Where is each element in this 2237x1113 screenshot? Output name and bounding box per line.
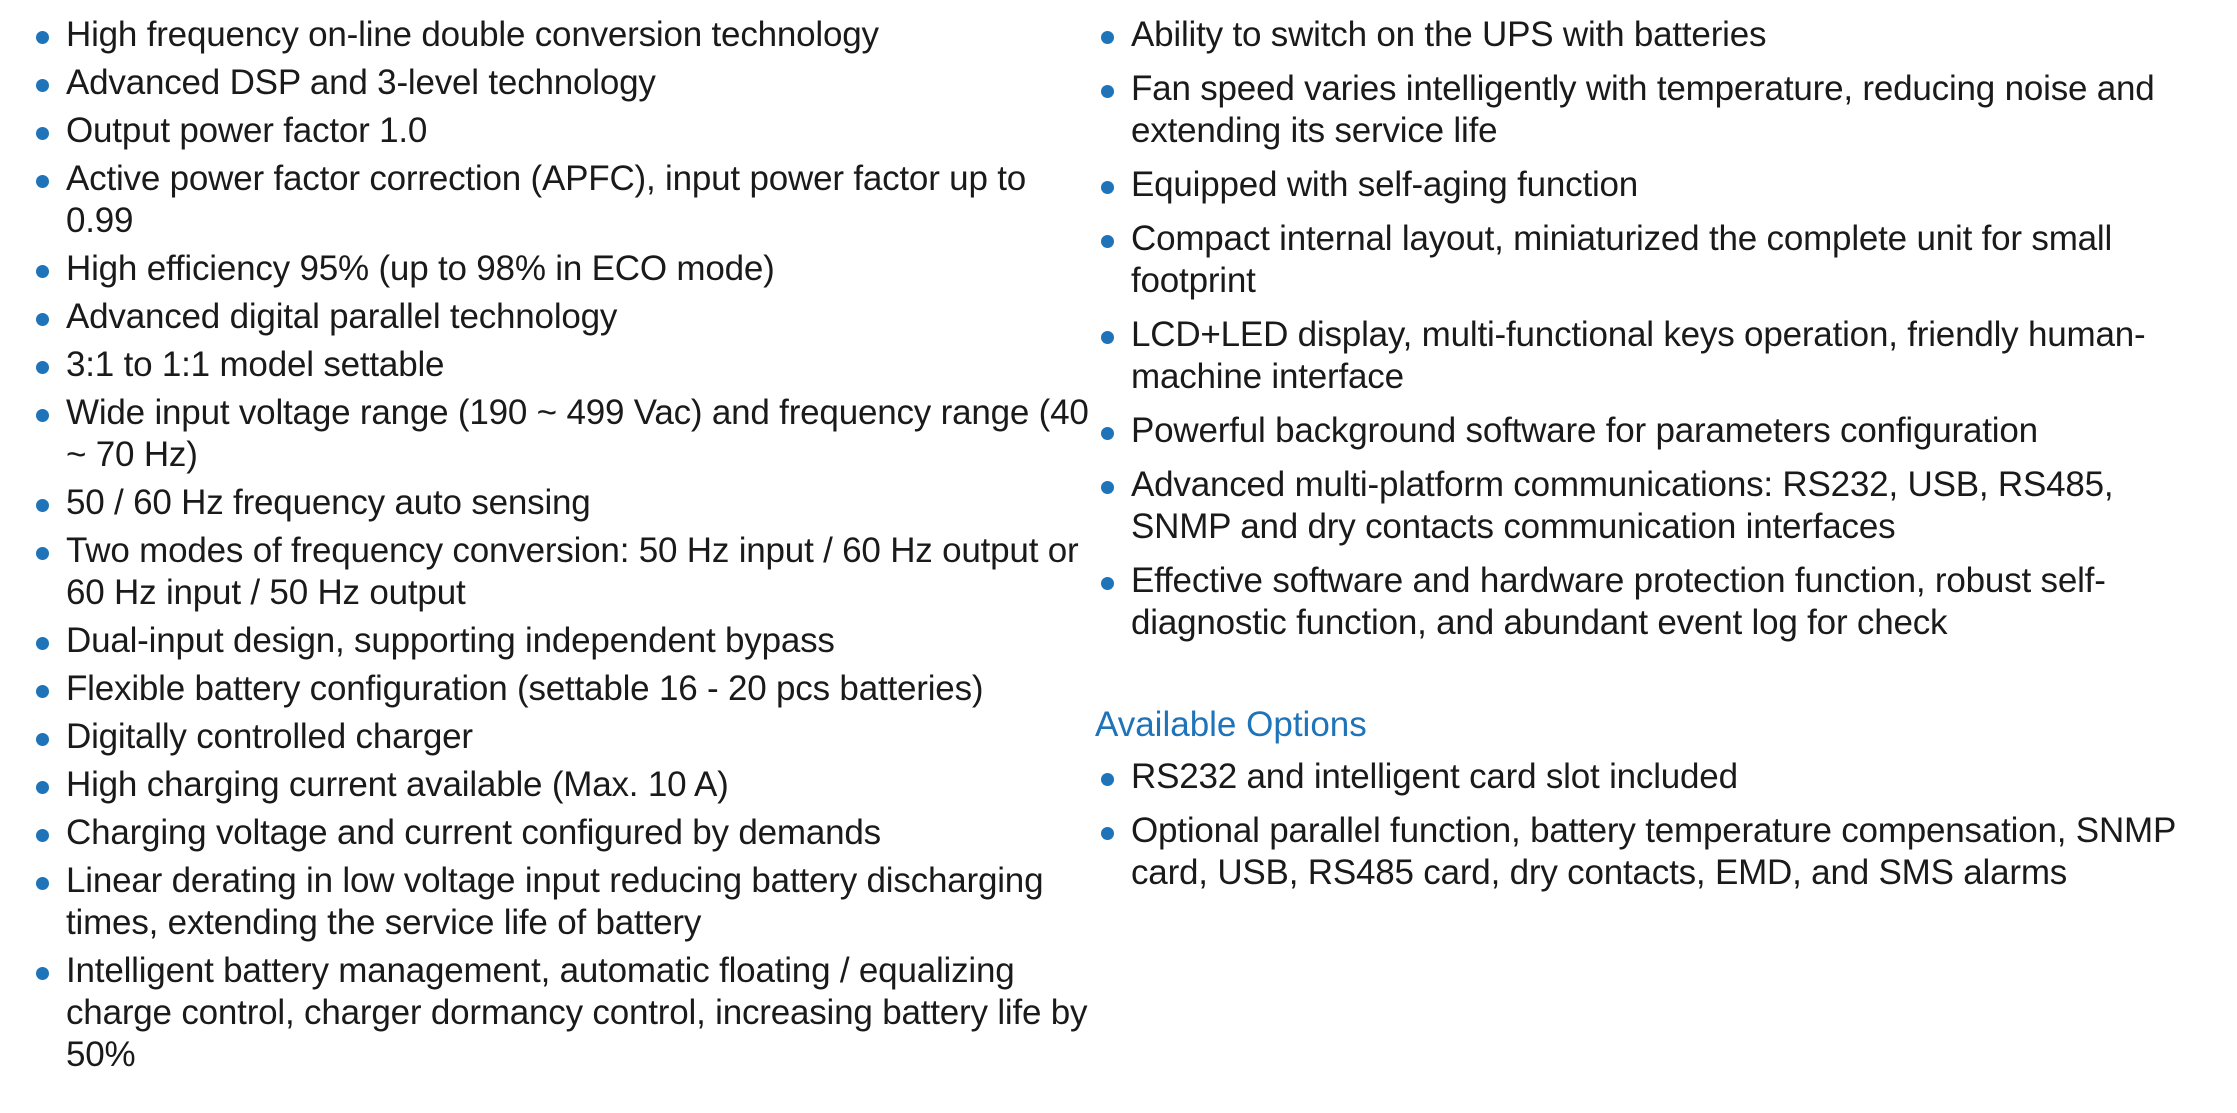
- feature-text: 3:1 to 1:1 model settable: [66, 345, 445, 384]
- feature-text: Compact internal layout, miniaturized the complete unit for small footprint: [1131, 219, 2113, 300]
- bullet-icon: [36, 31, 49, 44]
- feature-text: Output power factor 1.0: [66, 111, 428, 150]
- right-column: [1095, 14, 2215, 906]
- list-item: [1095, 14, 2215, 56]
- bullet-icon: [1101, 481, 1114, 494]
- list-item: [1095, 560, 2215, 644]
- bullet-icon: [36, 781, 49, 794]
- bullet-icon: [1101, 181, 1114, 194]
- bullet-icon: [1101, 331, 1114, 344]
- feature-text: Fan speed varies intelligently with temperature, reducing noise and extending its service life: [1131, 69, 2155, 150]
- available-options-heading: Available Options: [1095, 705, 1367, 744]
- feature-text: Intelligent battery management, automatic floating / equalizing charge control, charger dormancy control, increasing battery life by 50%: [66, 951, 1088, 1074]
- bullet-icon: [1101, 235, 1114, 248]
- feature-text: Linear derating in low voltage input reducing battery discharging times, extending the service life of battery: [66, 861, 1044, 942]
- bullet-icon: [36, 175, 49, 188]
- list-item: [1095, 314, 2215, 398]
- list-item: [30, 248, 1090, 290]
- feature-text: Equipped with self-aging function: [1131, 165, 1639, 204]
- bullet-icon: [36, 127, 49, 140]
- list-item: [1095, 756, 2215, 798]
- feature-text: High frequency on-line double conversion technology: [66, 15, 879, 54]
- bullet-icon: [1101, 31, 1114, 44]
- list-item: [30, 764, 1090, 806]
- list-item: [30, 110, 1090, 152]
- feature-text: Ability to switch on the UPS with batteries: [1131, 15, 1767, 54]
- feature-text: High charging current available (Max. 10 A): [66, 765, 729, 804]
- feature-text: Advanced digital parallel technology: [66, 297, 618, 336]
- bullet-icon: [36, 79, 49, 92]
- feature-text: Active power factor correction (APFC), input power factor up to 0.99: [66, 159, 1027, 240]
- bullet-icon: [36, 313, 49, 326]
- list-item: [30, 620, 1090, 662]
- bullet-icon: [36, 733, 49, 746]
- list-item: [30, 392, 1090, 476]
- list-item: [1095, 164, 2215, 206]
- list-item: [30, 530, 1090, 614]
- bullet-icon: [36, 685, 49, 698]
- list-item: [30, 860, 1090, 944]
- bullet-icon: [1101, 577, 1114, 590]
- feature-text: Two modes of frequency conversion: 50 Hz input / 60 Hz output or 60 Hz input / 50 Hz output: [66, 531, 1079, 612]
- list-item: [1095, 68, 2215, 152]
- bullet-icon: [1101, 827, 1114, 840]
- bullet-icon: [1101, 85, 1114, 98]
- feature-text: High efficiency 95% (up to 98% in ECO mode): [66, 249, 775, 288]
- feature-text: Charging voltage and current configured by demands: [66, 813, 881, 852]
- options-list: [1095, 756, 2215, 894]
- option-text: Optional parallel function, battery temperature compensation, SNMP card, USB, RS485 card, dry contacts, EMD, and SMS alarms: [1131, 811, 2176, 892]
- list-item: [1095, 810, 2215, 894]
- left-column: [30, 14, 1090, 1082]
- right-feature-list: [1095, 14, 2215, 644]
- bullet-icon: [1101, 773, 1114, 786]
- bullet-icon: [36, 409, 49, 422]
- feature-text: LCD+LED display, multi-functional keys operation, friendly human-machine interface: [1131, 315, 2146, 396]
- feature-text: Advanced multi-platform communications: RS232, USB, RS485, SNMP and dry contacts communication interfaces: [1131, 465, 2114, 546]
- feature-text: Dual-input design, supporting independent bypass: [66, 621, 835, 660]
- list-item: [30, 14, 1090, 56]
- option-text: RS232 and intelligent card slot included: [1131, 757, 1738, 796]
- bullet-icon: [36, 829, 49, 842]
- list-item: [1095, 218, 2215, 302]
- bullet-icon: [1101, 427, 1114, 440]
- feature-text: Digitally controlled charger: [66, 717, 473, 756]
- list-item: [30, 482, 1090, 524]
- list-item: [30, 62, 1090, 104]
- bullet-icon: [36, 265, 49, 278]
- feature-text: Advanced DSP and 3-level technology: [66, 63, 656, 102]
- list-item: [30, 716, 1090, 758]
- feature-text: 50 / 60 Hz frequency auto sensing: [66, 483, 591, 522]
- list-item: [30, 344, 1090, 386]
- list-item: [30, 158, 1090, 242]
- bullet-icon: [36, 967, 49, 980]
- bullet-icon: [36, 499, 49, 512]
- list-item: [30, 296, 1090, 338]
- list-item: [30, 950, 1090, 1076]
- feature-text: Wide input voltage range (190 ~ 499 Vac) and frequency range (40 ~ 70 Hz): [66, 393, 1089, 474]
- feature-text: Powerful background software for parameters configuration: [1131, 411, 2038, 450]
- bullet-icon: [36, 547, 49, 560]
- list-item: [30, 812, 1090, 854]
- left-feature-list: [30, 14, 1090, 1076]
- list-item: [30, 668, 1090, 710]
- feature-text: Flexible battery configuration (settable 16 - 20 pcs batteries): [66, 669, 984, 708]
- bullet-icon: [36, 877, 49, 890]
- list-item: [1095, 464, 2215, 548]
- bullet-icon: [36, 637, 49, 650]
- bullet-icon: [36, 361, 49, 374]
- list-item: [1095, 410, 2215, 452]
- feature-text: Effective software and hardware protection function, robust self-diagnostic function, and abundant event log for check: [1131, 561, 2106, 642]
